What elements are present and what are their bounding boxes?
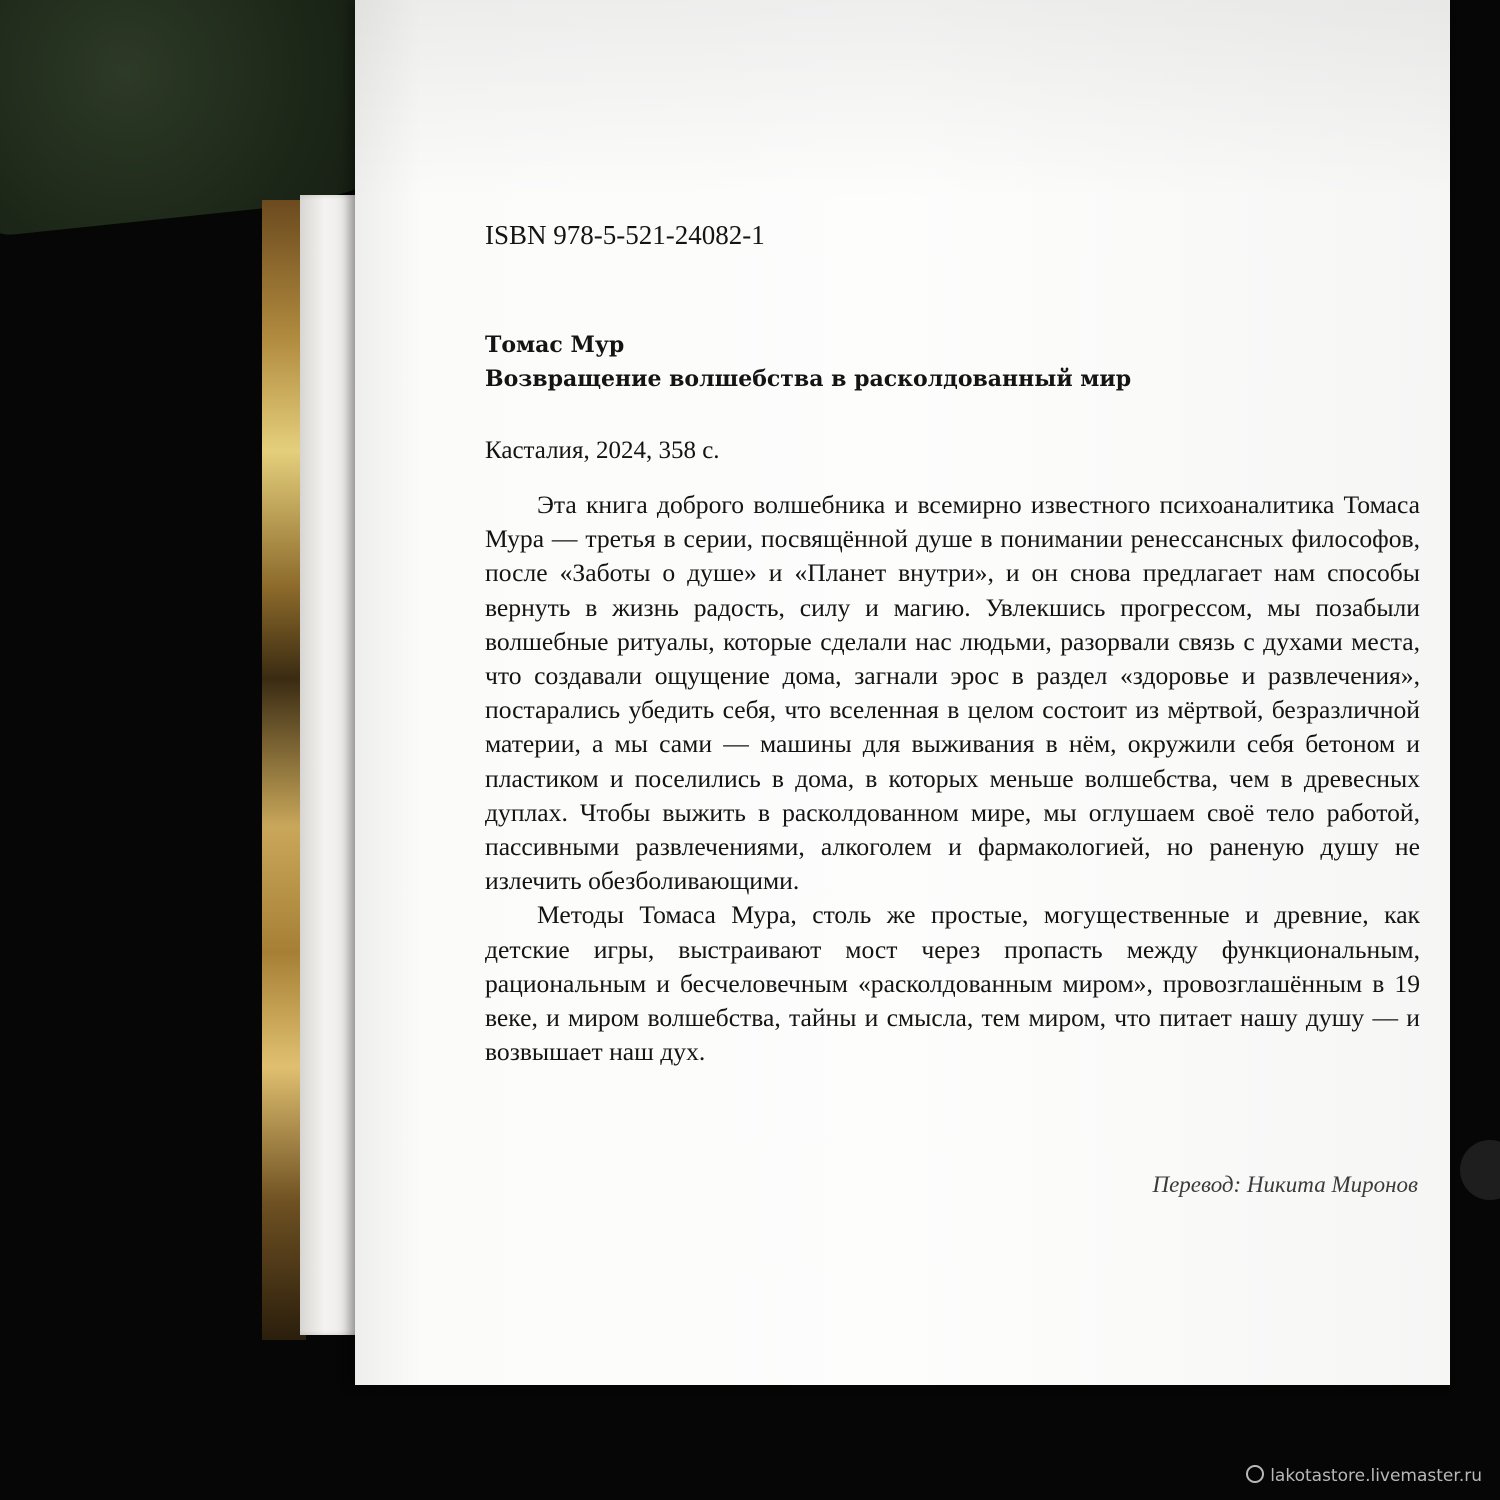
translator-credit: Перевод: Никита Миронов: [1152, 1172, 1418, 1197]
imprint-line: Касталия, 2024, 358 с.: [485, 437, 720, 464]
annotation-paragraph-2: Методы Томаса Мура, столь же простые, могущественные и древние, как детские игры, выстраивают мост через пропасть между функциональным, рациональным и бесчеловечным «расколдованным миром», провозглашённым в 19 веке, и миром волшебства, тайны и смысла, тем миром, что питает нашу душу — и возвышает наш дух.: [485, 900, 1420, 1067]
book-title: Возвращение волшебства в расколдованный мир: [485, 366, 1132, 392]
page-shadow: [355, 0, 1450, 200]
dark-object: [1460, 1140, 1500, 1200]
author-name: Томас Мур: [485, 332, 625, 358]
watermark-text: lakotastore.livemaster.ru: [1270, 1466, 1482, 1486]
annotation-paragraph-1: Эта книга доброго волшебника и всемирно известного психоаналитика Томаса Мура — третья в серии, посвящённой душе в понимании ренессансных философов, после «Заботы о душе» и «Планет внутри», и он снова предлагает нам способы вернуть в жизнь радость, силу и магию. Увлекшись прогрессом, мы позабыли волшебные ритуалы, которые сделали нас людьми, разорвали связь с духами места, что создавали ощущение дома, загнали эрос в раздел «здоровье и развлечения», постарались убедить себя, что вселенная в целом состоит из мёртвой, безразличной материи, а мы сами — машины для выживания в нём, окружили себя бетоном и пластиком и поселились в дома, в которых меньше волшебства, чем в древесных дуплах. Чтобы выжить в расколдованном мире, мы оглушаем своё тело работой, пассивными развлечениями, алкоголем и фармакологией, но раненую душу не излечить обезболивающими.: [485, 490, 1420, 896]
page-text: [485, 218, 1420, 1069]
page-stack-edge: [300, 195, 362, 1335]
isbn-line: ISBN 978-5-521-24082-1: [485, 220, 765, 250]
flower-icon: [1246, 1465, 1264, 1483]
watermark: [1246, 1465, 1482, 1486]
